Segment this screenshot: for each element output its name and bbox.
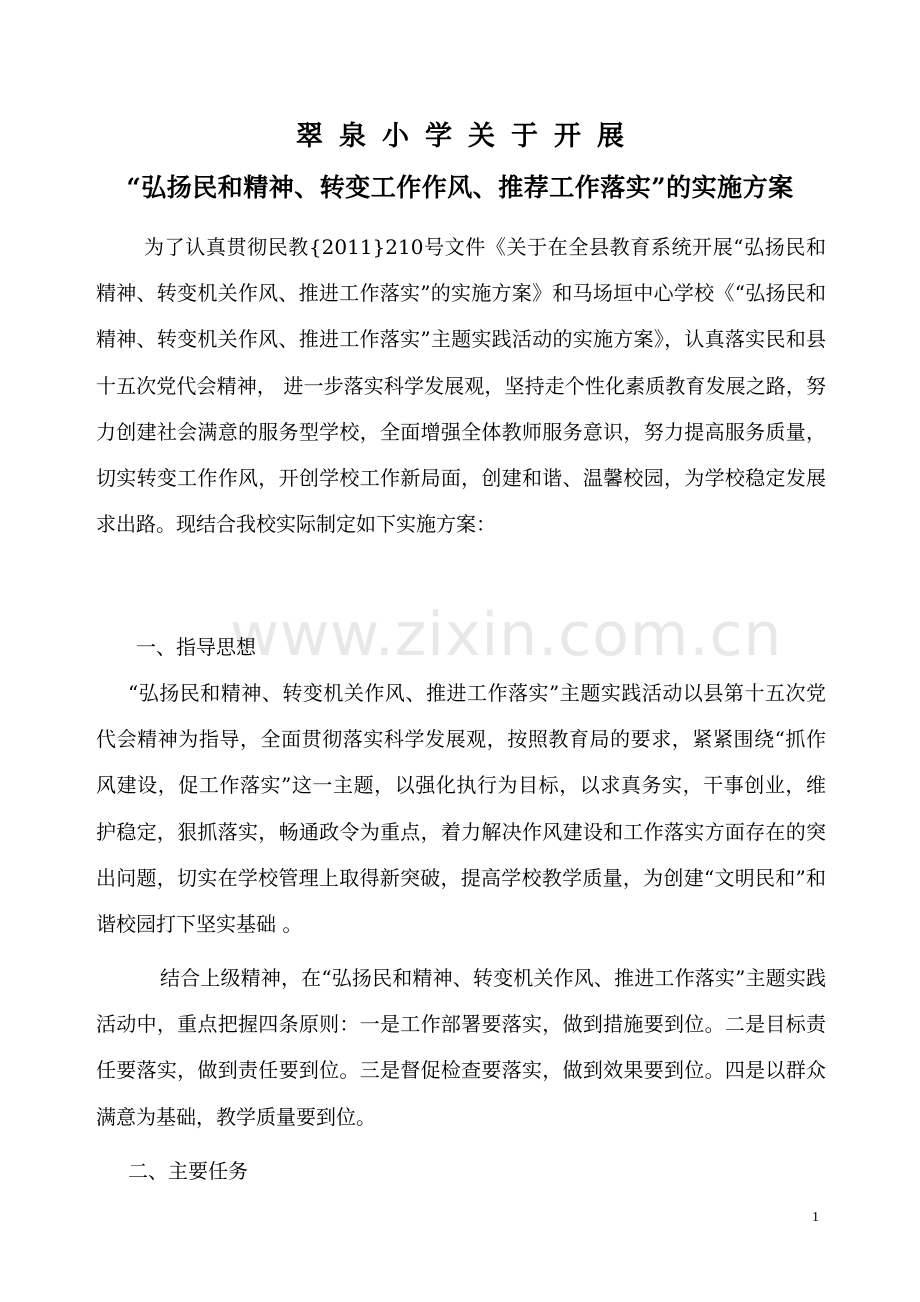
principles-paragraph: 结合上级精神，在“弘扬民和精神、转变机关作风、推进工作落实”主题实践活动中，重点把握四条原则：一是工作部署要落实，做到措施要到位。二是目标责任要落实，做到责任要到位。三是督促检查要落实，做到效果要到位。四是以群众满意为基础，教学质量要到位。 — [96, 966, 826, 1129]
page-number: 1 — [812, 1210, 819, 1225]
section-2-heading: 二、主要任务 — [128, 1159, 248, 1183]
section-1-heading: 一、指导思想 — [136, 635, 256, 659]
document-title: 翠泉小学关于开展 — [296, 121, 640, 152]
document-subtitle: “弘扬民和精神、转变工作作风、推荐工作落实”的实施方案 — [126, 173, 794, 202]
intro-paragraph: 为了认真贯彻民教{2011}210号文件《关于在全县教育系统开展“弘扬民和精神、转变机关作风、推进工作落实”的实施方案》和马场垣中心学校《“弘扬民和精神、转变机关作风、推进工作落实”主题实践活动的实施方案》，认真落实民和县十五次党代会精神， 进一步落实科学发展观，坚持走个性化素质教育发展之路，努力创建社会满意的服务型学校，全面增强全体教师服务意识，努力提高服务质量，切实转变工作作风，开创学校工作新局面，创建和谐、温馨校园，为学校稳定发展求出路。现结合我校实际制定如下实施方案： — [96, 235, 826, 537]
site-watermark: www.zixin.com.cn — [230, 600, 783, 670]
section-1-paragraph: “弘扬民和精神、转变机关作风、推进工作落实”主题实践活动以县第十五次党代会精神为指导，全面贯彻落实科学发展观，按照教育局的要求，紧紧围绕“抓作风建设，促工作落实”这一主题，以强化执行为目标，以求真务实，干事创业，维护稳定，狠抓落实，畅通政令为重点，着力解决作风建设和工作落实方面存在的突出问题，切实在学校管理上取得新突破，提高学校教学质量，为创建“文明民和”和谐校园打下坚实基础 。 — [96, 681, 826, 937]
